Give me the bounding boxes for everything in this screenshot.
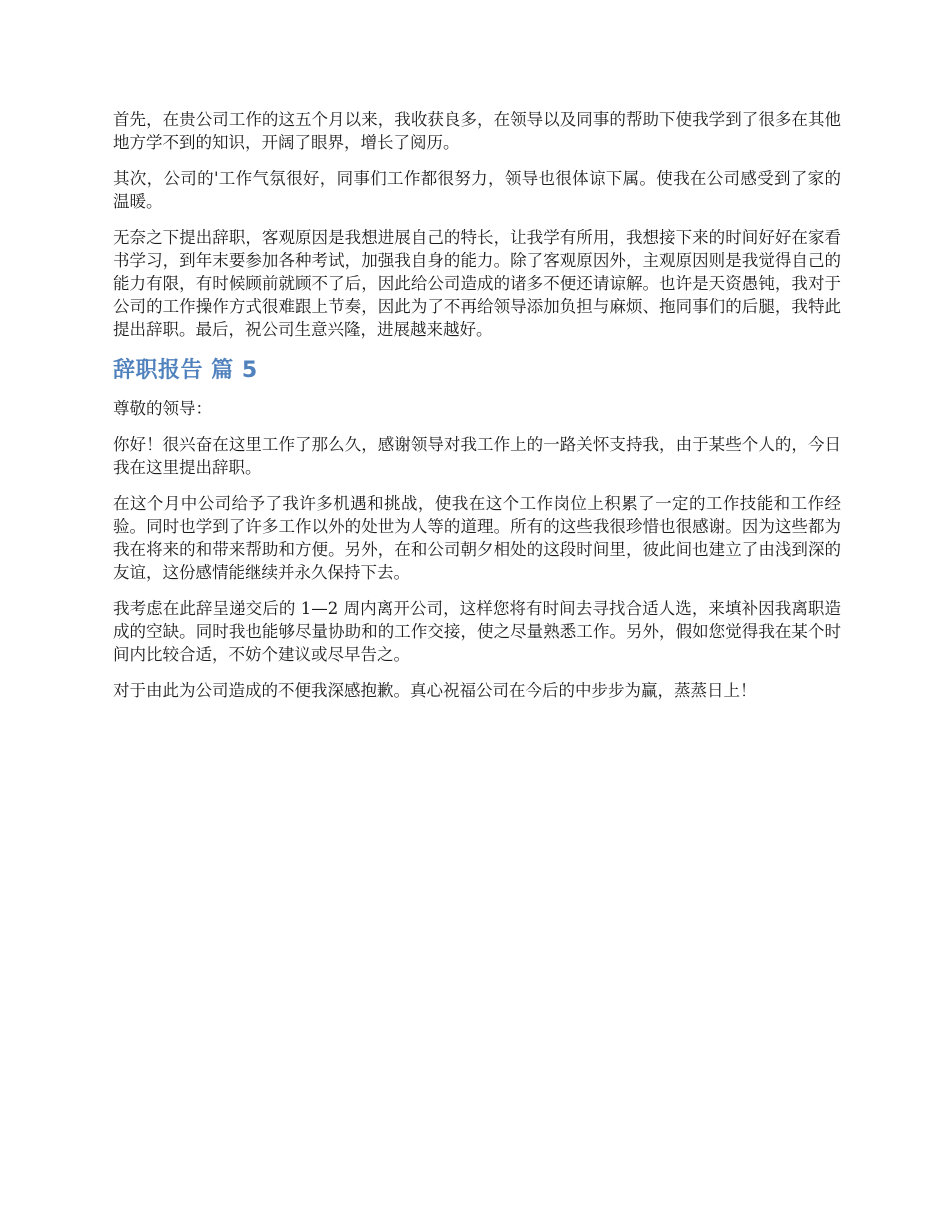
paragraph-handover: 我考虑在此辞呈递交后的 1—2 周内离开公司，这样您将有时间去寻找合适人选，来填补因我离职造成的空缺。同时我也能够尽量协助和的工作交接，使之尽量熟悉工作。另外，假如您觉得我在某个时间内比较合适，不妨个建议或尽早告之。	[113, 599, 841, 664]
document-page	[113, 108, 841, 715]
paragraph-gains: 首先，在贵公司工作的这五个月以来，我收获良多，在领导以及同事的帮助下使我学到了很多在其他地方学不到的知识，开阔了眼界，增长了阅历。	[113, 110, 841, 152]
paragraph-atmosphere: 其次，公司的'工作气氛很好，同事们工作都很努力，领导也很体谅下属。使我在公司感受到了家的温暖。	[113, 169, 841, 211]
paragraph-gratitude: 在这个月中公司给予了我许多机遇和挑战，使我在这个工作岗位上积累了一定的工作技能和工作经验。同时也学到了许多工作以外的处世为人等的道理。所有的这些我很珍惜也很感谢。因为这些都为我在将来的和带来帮助和方便。另外，在和公司朝夕相处的这段时间里，彼此间也建立了由浅到深的友谊，这份感情能继续并永久保持下去。	[113, 494, 841, 582]
paragraph-closing: 对于由此为公司造成的不便我深感抱歉。真心祝福公司在今后的中步步为赢，蒸蒸日上！	[113, 681, 757, 700]
section-heading: 辞职报告 篇 5	[113, 358, 258, 383]
paragraph-reasons: 无奈之下提出辞职，客观原因是我想进展自己的特长，让我学有所用，我想接下来的时间好好在家看书学习，到年末要参加各种考试，加强我自身的能力。除了客观原因外，主观原因则是我觉得自己的能力有限，有时候顾前就顾不了后，因此给公司造成的诸多不便还请谅解。也许是天资愚钝，我对于公司的工作操作方式很难跟上节奏，因此为了不再给领导添加负担与麻烦、拖同事们的后腿，我特此提出辞职。最后，祝公司生意兴隆，进展越来越好。	[113, 228, 841, 339]
salutation: 尊敬的领导：	[113, 399, 212, 418]
paragraph-greeting: 你好！很兴奋在这里工作了那么久，感谢领导对我工作上的一路关怀支持我，由于某些个人的，今日我在这里提出辞职。	[113, 435, 841, 477]
